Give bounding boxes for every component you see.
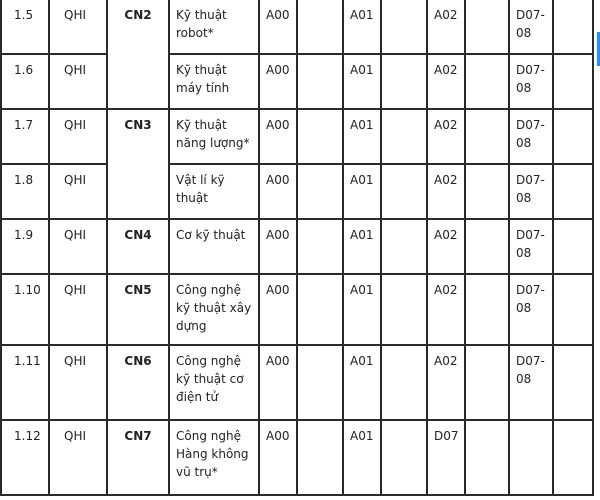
combo-4 [381, 0, 427, 54]
major-name: Công nghệ Hàng không vũ trụ* [169, 420, 259, 495]
group-code: CN5 [107, 274, 169, 345]
combo-4 [381, 420, 427, 495]
combo-8 [553, 54, 593, 109]
combo-8 [553, 109, 593, 164]
group-code: CN4 [107, 219, 169, 274]
combo-6 [465, 109, 509, 164]
table-row [1, 219, 593, 274]
combo-3: A01 [343, 274, 381, 345]
combo-3: A01 [343, 345, 381, 420]
combo-2 [297, 0, 343, 54]
table-row [1, 164, 593, 219]
group-code: CN7 [107, 420, 169, 495]
table-row [1, 345, 593, 420]
major-name: Kỹ thuật năng lượng* [169, 109, 259, 164]
combo-1: A00 [259, 109, 297, 164]
combo-3: A01 [343, 109, 381, 164]
combo-7: D07-08 [509, 345, 553, 420]
school-code: QHI [49, 274, 107, 345]
combo-3: A01 [343, 219, 381, 274]
table-row [1, 0, 593, 54]
table-row [1, 109, 593, 164]
combo-6 [465, 420, 509, 495]
combo-2 [297, 274, 343, 345]
table-row [1, 54, 593, 109]
combo-2 [297, 109, 343, 164]
group-code: CN2 [107, 0, 169, 109]
combo-5: A02 [427, 164, 465, 219]
major-name: Vật lí kỹ thuật [169, 164, 259, 219]
school-code: QHI [49, 0, 107, 54]
table-row [1, 420, 593, 495]
combo-2 [297, 54, 343, 109]
major-name: Kỹ thuật robot* [169, 0, 259, 54]
combo-6 [465, 0, 509, 54]
combo-6 [465, 164, 509, 219]
combo-5: A02 [427, 54, 465, 109]
combo-8 [553, 345, 593, 420]
combo-1: A00 [259, 420, 297, 495]
combo-8 [553, 219, 593, 274]
combo-4 [381, 219, 427, 274]
row-number: 1.6 [1, 54, 49, 109]
combo-7: D07-08 [509, 0, 553, 54]
combo-5: D07 [427, 420, 465, 495]
combo-5: A02 [427, 0, 465, 54]
row-number: 1.8 [1, 164, 49, 219]
row-number: 1.7 [1, 109, 49, 164]
row-number: 1.10 [1, 274, 49, 345]
combo-5: A02 [427, 345, 465, 420]
combo-7: D07-08 [509, 164, 553, 219]
row-number: 1.5 [1, 0, 49, 54]
combo-6 [465, 219, 509, 274]
combo-2 [297, 219, 343, 274]
combo-7: D07-08 [509, 54, 553, 109]
combo-1: A00 [259, 274, 297, 345]
major-name: Công nghệ kỹ thuật xây dựng [169, 274, 259, 345]
combo-4 [381, 345, 427, 420]
major-name: Cơ kỹ thuật [169, 219, 259, 274]
row-number: 1.12 [1, 420, 49, 495]
combo-2 [297, 420, 343, 495]
combo-4 [381, 109, 427, 164]
combo-2 [297, 164, 343, 219]
combo-8 [553, 164, 593, 219]
combo-8 [553, 274, 593, 345]
table-row [1, 274, 593, 345]
major-name: Kỹ thuật máy tính [169, 54, 259, 109]
group-code: CN3 [107, 109, 169, 219]
combo-3: A01 [343, 420, 381, 495]
combo-1: A00 [259, 345, 297, 420]
combo-5: A02 [427, 219, 465, 274]
combo-1: A00 [259, 164, 297, 219]
school-code: QHI [49, 164, 107, 219]
row-number: 1.9 [1, 219, 49, 274]
group-code: CN6 [107, 345, 169, 420]
combo-3: A01 [343, 164, 381, 219]
school-code: QHI [49, 54, 107, 109]
school-code: QHI [49, 109, 107, 164]
combo-2 [297, 345, 343, 420]
combo-5: A02 [427, 274, 465, 345]
school-code: QHI [49, 345, 107, 420]
combo-7: D07-08 [509, 274, 553, 345]
school-code: QHI [49, 420, 107, 495]
combo-3: A01 [343, 0, 381, 54]
combo-6 [465, 345, 509, 420]
row-number: 1.11 [1, 345, 49, 420]
combo-8 [553, 0, 593, 54]
combo-4 [381, 54, 427, 109]
major-name: Công nghệ kỹ thuật cơ điện tử [169, 345, 259, 420]
combo-6 [465, 274, 509, 345]
school-code: QHI [49, 219, 107, 274]
combo-7: D07-08 [509, 109, 553, 164]
combo-7: D07-08 [509, 219, 553, 274]
combo-4 [381, 274, 427, 345]
combo-1: A00 [259, 219, 297, 274]
combo-5: A02 [427, 109, 465, 164]
combo-1: A00 [259, 0, 297, 54]
combo-8 [553, 420, 593, 495]
combo-4 [381, 164, 427, 219]
combo-6 [465, 54, 509, 109]
combo-3: A01 [343, 54, 381, 109]
combo-1: A00 [259, 54, 297, 109]
combo-7 [509, 420, 553, 495]
